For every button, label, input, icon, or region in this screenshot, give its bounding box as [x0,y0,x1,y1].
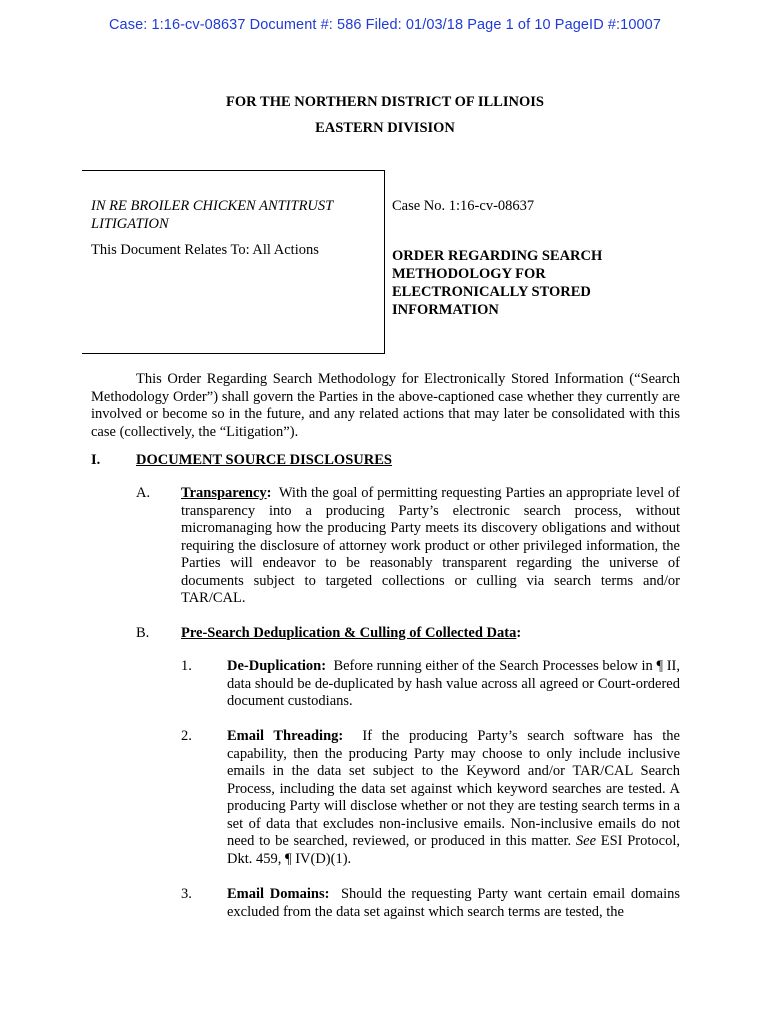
subitem-3-heading: Email Domains: [227,886,330,902]
subitem-1-heading: De-Duplication: [227,658,327,674]
subitem-num-3: 3. [181,886,192,902]
subitem-num-2: 2. [181,728,192,744]
subitem-3-body [227,886,680,921]
caption-parties [91,197,371,259]
section-title: DOCUMENT SOURCE DISCLOSURES [136,452,392,468]
court-name: FOR THE NORTHERN DISTRICT OF ILLINOIS [226,94,544,110]
filing-header-stamp: Case: 1:16-cv-08637 Document #: 586 Filed: 01/03/18 Page 1 of 10 PageID #:10007 [108,17,662,33]
subitem-2-body [227,728,680,868]
item-b-heading: Pre-Search Deduplication & Culling of Collected Data [181,625,517,641]
subitem-3-text: Should the requesting Party want certain email domains excluded from the data set against which search terms are tested, the [227,886,681,920]
case-name: IN RE BROILER CHICKEN ANTITRUST LITIGATION [91,198,333,232]
intro-paragraph: This Order Regarding Search Methodology for Electronically Stored Information (“Search Methodology Order”) shall govern the Parties in the above-captioned case whether they currently are involved or become so in the future, and any related actions that may later be consolidated with this case (collectively, the “Litigation”). [91,371,680,440]
subitem-2-see: See [575,833,597,849]
item-label-b: B. [136,625,150,641]
court-division: EASTERN DIVISION [315,120,455,136]
item-a-body [181,485,680,608]
subitem-2-cite: ESI Protocol, Dkt. 459, ¶ IV(D)(1). [227,833,680,867]
item-a-colon: : [266,485,272,501]
section-number: I. [91,452,101,468]
order-title: ORDER REGARDING SEARCH METHODOLOGY FOR ELECTRONICALLY STORED INFORMATION [392,248,603,318]
case-number: Case No. 1:16-cv-08637 [392,198,535,214]
item-a-heading: Transparency [181,485,267,501]
subitem-num-1: 1. [181,658,192,674]
item-a-text: With the goal of permitting requesting Parties an appropriate level of transparency into a producing Party’s electronic search process, without micromanaging how the producing Party meets its discovery obligations and without requiring the disclosure of attorney work product or other privileged information, the Parties will endeavor to be reasonably transparent regarding the universe of documents subject to targeted collections or culling via search terms and/or TAR/CAL. [181,485,680,606]
subitem-1-body [227,658,680,711]
subitem-2-heading: Email Threading: [227,728,344,744]
caption-case-info [392,197,692,319]
subitem-1-text: Before running either of the Search Processes below in ¶ II, data should be de-duplicated by hash value across all agreed or Court-ordered document custodians. [227,658,680,709]
subitem-2-text: If the producing Party’s search software has the capability, then the producing Party may choose to only include inclusive emails in the data set subject to the Keyword and/or TAR/CAL Search Process, including the data set against which keyword searches are tested. A producing Party will disclose whether or not they are testing search terms in a set of data that excludes non-inclusive emails. Non-inclusive emails do not need to be searched, reviewed, or produced in this matter. [227,728,680,849]
item-b-colon: : [516,625,522,641]
item-b-heading-line [181,625,680,643]
relates-to: This Document Relates To: All Actions [91,242,319,258]
item-label-a: A. [136,485,151,501]
